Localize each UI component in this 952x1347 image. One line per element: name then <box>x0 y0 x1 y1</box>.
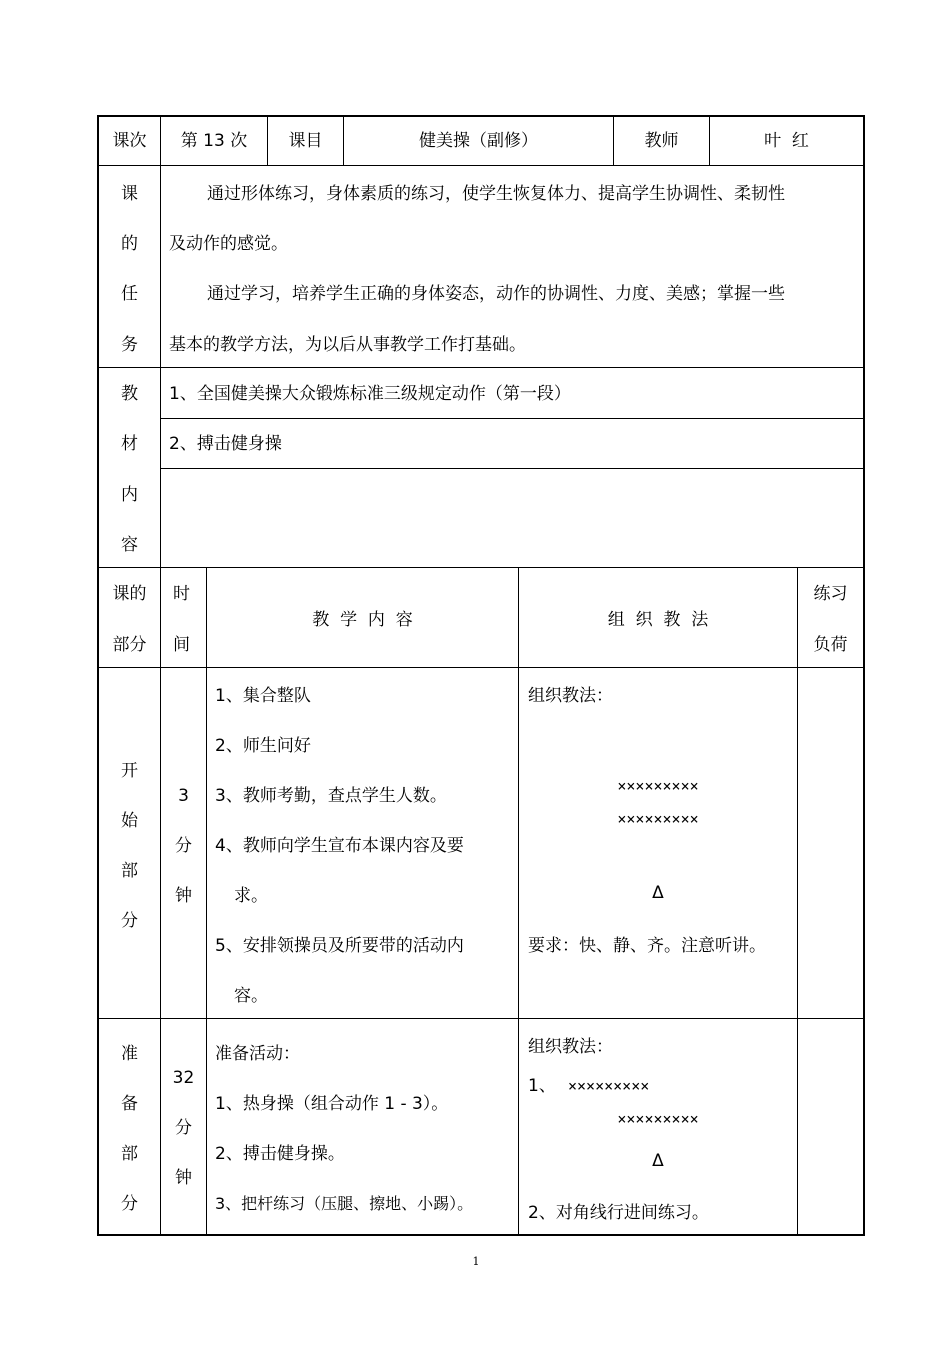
prep-method-item: 2、对角线行进间练习。 <box>528 1203 709 1223</box>
col-header-part: 部分 <box>112 635 147 655</box>
task-side-char: 的 <box>121 234 138 254</box>
start-requirement: 要求：快、静、齐。注意听讲。 <box>528 936 766 956</box>
material-side-char: 容 <box>121 535 138 555</box>
prep-content-line: 3、把杆练习（压腿、擦地、小踢）。 <box>215 1194 474 1213</box>
prep-part-char: 备 <box>121 1094 138 1114</box>
teacher-value: 叶 红 <box>764 131 809 151</box>
start-formation-row: ××××××××× <box>617 777 699 795</box>
table-border-bottom <box>97 1234 865 1236</box>
start-teacher-marker: Δ <box>652 883 664 903</box>
start-content-line: 5、安排领操员及所要带的活动内 <box>215 936 464 956</box>
table-border-top <box>97 115 865 117</box>
task-line: 通过学习，培养学生正确的身体姿态，动作的协调性、力度、美感；掌握一些 <box>207 284 785 304</box>
lesson-label: 课次 <box>112 131 147 151</box>
task-side-char: 任 <box>121 284 138 304</box>
teacher-label: 教师 <box>644 131 679 151</box>
prep-content-line: 2、搏击健身操。 <box>215 1144 345 1164</box>
row-divider <box>97 1018 865 1019</box>
start-time-char: 3 <box>178 786 189 806</box>
table-border-right <box>863 115 865 1236</box>
prep-part-char: 准 <box>121 1044 138 1064</box>
lesson-value: 第 13 次 <box>180 131 248 151</box>
material-side-char: 内 <box>121 485 138 505</box>
material-item: 1、全国健美操大众锻炼标准三级规定动作（第一段） <box>169 384 571 404</box>
material-side-char: 教 <box>121 384 138 404</box>
col-divider <box>206 567 207 1236</box>
col-header-load: 负荷 <box>813 635 848 655</box>
material-side-char: 材 <box>121 434 138 454</box>
prep-content-line: 1、热身操（组合动作 1 - 3）。 <box>215 1094 449 1114</box>
row-divider <box>97 367 865 368</box>
row-divider <box>160 418 865 419</box>
task-side-char: 课 <box>121 184 138 204</box>
start-content-line: 4、教师向学生宣布本课内容及要 <box>215 836 464 856</box>
start-method-title: 组织教法： <box>528 686 613 706</box>
col-header-part: 课的 <box>112 584 147 604</box>
start-content-line: 3、教师考勤，查点学生人数。 <box>215 786 447 806</box>
start-content-line: 求。 <box>234 886 268 906</box>
prep-content-line: 准备活动： <box>215 1044 300 1064</box>
col-header-time: 间 <box>173 635 190 655</box>
page-number: 1 <box>472 1255 480 1268</box>
task-line: 及动作的感觉。 <box>169 234 288 254</box>
subject-label: 课目 <box>288 131 323 151</box>
prep-time-char: 分 <box>175 1118 192 1138</box>
row-divider <box>97 567 865 568</box>
task-line: 基本的教学方法，为以后从事教学工作打基础。 <box>169 335 526 355</box>
start-time-char: 分 <box>175 836 192 856</box>
col-divider <box>160 115 161 567</box>
start-content-line: 1、集合整队 <box>215 686 311 706</box>
subject-value: 健美操（副修） <box>419 131 538 151</box>
row-divider <box>160 468 865 469</box>
col-header-load: 练习 <box>813 584 848 604</box>
start-formation-row: ××××××××× <box>617 810 699 828</box>
col-header-method: 组 织 教 法 <box>607 610 709 630</box>
prep-time-char: 32 <box>172 1068 195 1088</box>
prep-part-char: 分 <box>121 1194 138 1214</box>
prep-teacher-marker: Δ <box>652 1151 664 1171</box>
material-item: 2、搏击健身操 <box>169 434 282 454</box>
start-part-char: 分 <box>121 911 138 931</box>
col-header-time: 时 <box>173 584 190 604</box>
task-line: 通过形体练习，身体素质的练习，使学生恢复体力、提高学生协调性、柔韧性 <box>207 184 785 204</box>
start-part-char: 部 <box>121 861 138 881</box>
prep-method-item-num: 1、 <box>528 1076 556 1096</box>
prep-part-char: 部 <box>121 1144 138 1164</box>
col-divider <box>797 567 798 1236</box>
prep-method-title: 组织教法： <box>528 1037 613 1057</box>
start-part-char: 开 <box>121 761 138 781</box>
prep-formation-row: ××××××××× <box>617 1110 699 1128</box>
prep-time-char: 钟 <box>175 1168 192 1188</box>
start-time-char: 钟 <box>175 886 192 906</box>
row-divider <box>97 165 865 166</box>
col-header-content: 教 学 内 容 <box>312 610 413 630</box>
start-part-char: 始 <box>121 811 138 831</box>
start-content-line: 容。 <box>234 986 268 1006</box>
row-divider <box>97 667 865 668</box>
task-side-char: 务 <box>121 335 138 355</box>
start-content-line: 2、师生问好 <box>215 736 311 756</box>
prep-formation-row: ××××××××× <box>568 1077 650 1095</box>
